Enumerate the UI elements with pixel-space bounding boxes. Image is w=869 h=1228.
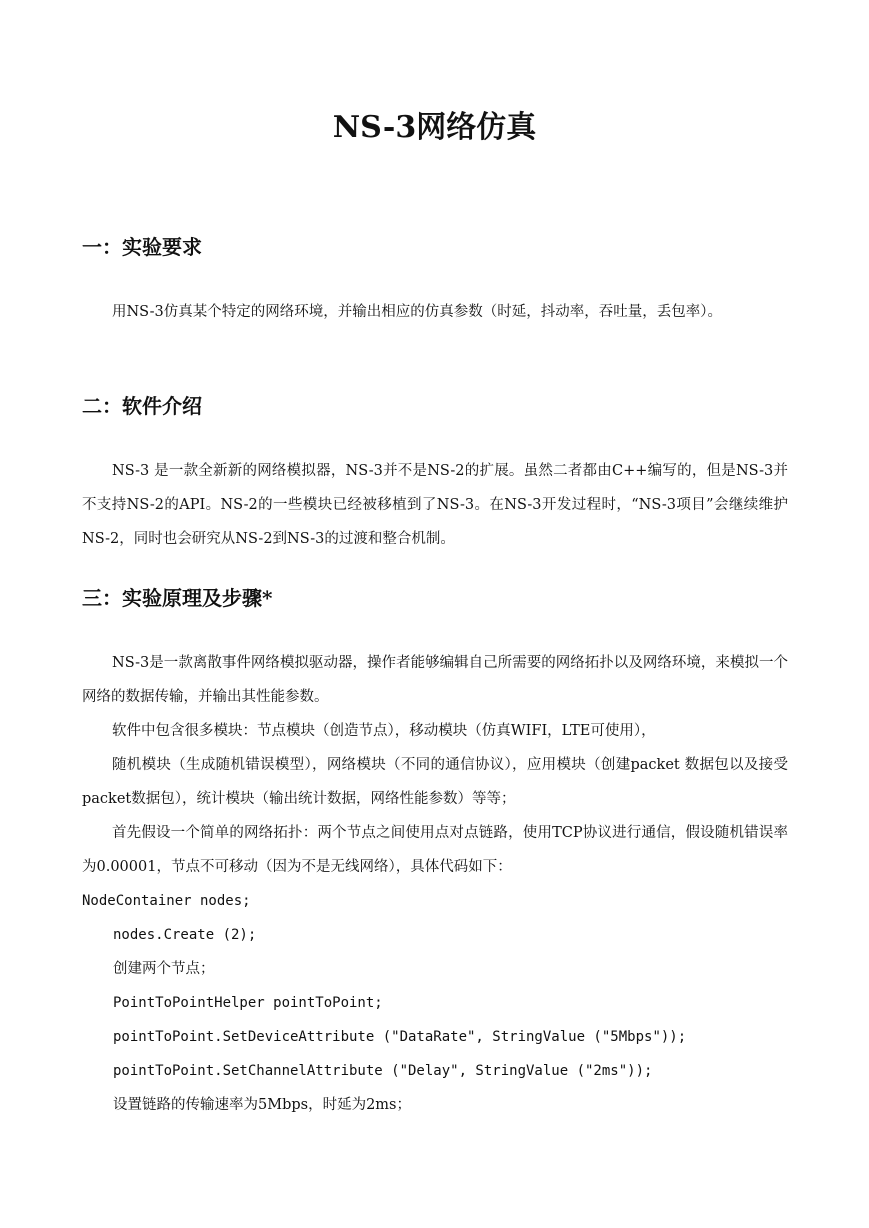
paragraph-requirements: 用NS-3仿真某个特定的网络环境，并输出相应的仿真参数（时延，抖动率，吞吐量，丢包率）。 [112,304,723,320]
paragraph-topology: 首先假设一个简单的网络拓扑：两个节点之间使用点对点链路，使用TCP协议进行通信，假设随机错误率为0.00001，节点不可移动（因为不是无线网络），具体代码如下： [82,825,788,875]
paragraph-software: NS-3 是一款全新新的网络模拟器，NS-3并不是NS-2的扩展。虽然二者都由C++编写的，但是NS-3并不支持NS-2的API。NS-2的一些模块已经被移植到了NS-3。在NS-3开发过程时，“NS-3项目”会继续维护NS-2，同时也会研究从NS-2到NS-3的过渡和整合机制。 [82,463,788,547]
paragraph-modules: 软件中包含很多模块：节点模块（创造节点），移动模块（仿真WIFI，LTE可使用）， [112,723,656,739]
section-heading-requirements: 一：实验要求 [82,235,202,259]
document-title: NS-3网络仿真 [332,110,537,145]
code-line-set-channel-attribute: pointToPoint.SetChannelAttribute ("Delay", StringValue ("2ms")); [113,1063,653,1079]
text-line-create-nodes: 创建两个节点； [113,961,215,977]
paragraph-modules-continued: 随机模块（生成随机错误模型），网络模块（不同的通信协议），应用模块（创建packet 数据包以及接受packet数据包），统计模块（输出统计数据，网络性能参数）等等； [82,757,788,807]
code-line-set-device-attribute: pointToPoint.SetDeviceAttribute ("DataRate", StringValue ("5Mbps")); [113,1029,687,1045]
section-heading-principles: 三：实验原理及步骤* [82,586,273,610]
text-line-link-settings: 设置链路的传输速率为5Mbps，时延为2ms； [113,1097,411,1113]
code-line-p2p-helper: PointToPointHelper pointToPoint; [113,995,383,1011]
code-line-nodes-create: nodes.Create (2); [113,927,257,943]
section-heading-software: 二：软件介绍 [82,394,202,418]
paragraph-ns3-intro: NS-3是一款离散事件网络模拟驱动器，操作者能够编辑自己所需要的网络拓扑以及网络环境，来模拟一个网络的数据传输，并输出其性能参数。 [82,655,788,705]
code-line-node-container: NodeContainer nodes; [82,893,251,909]
